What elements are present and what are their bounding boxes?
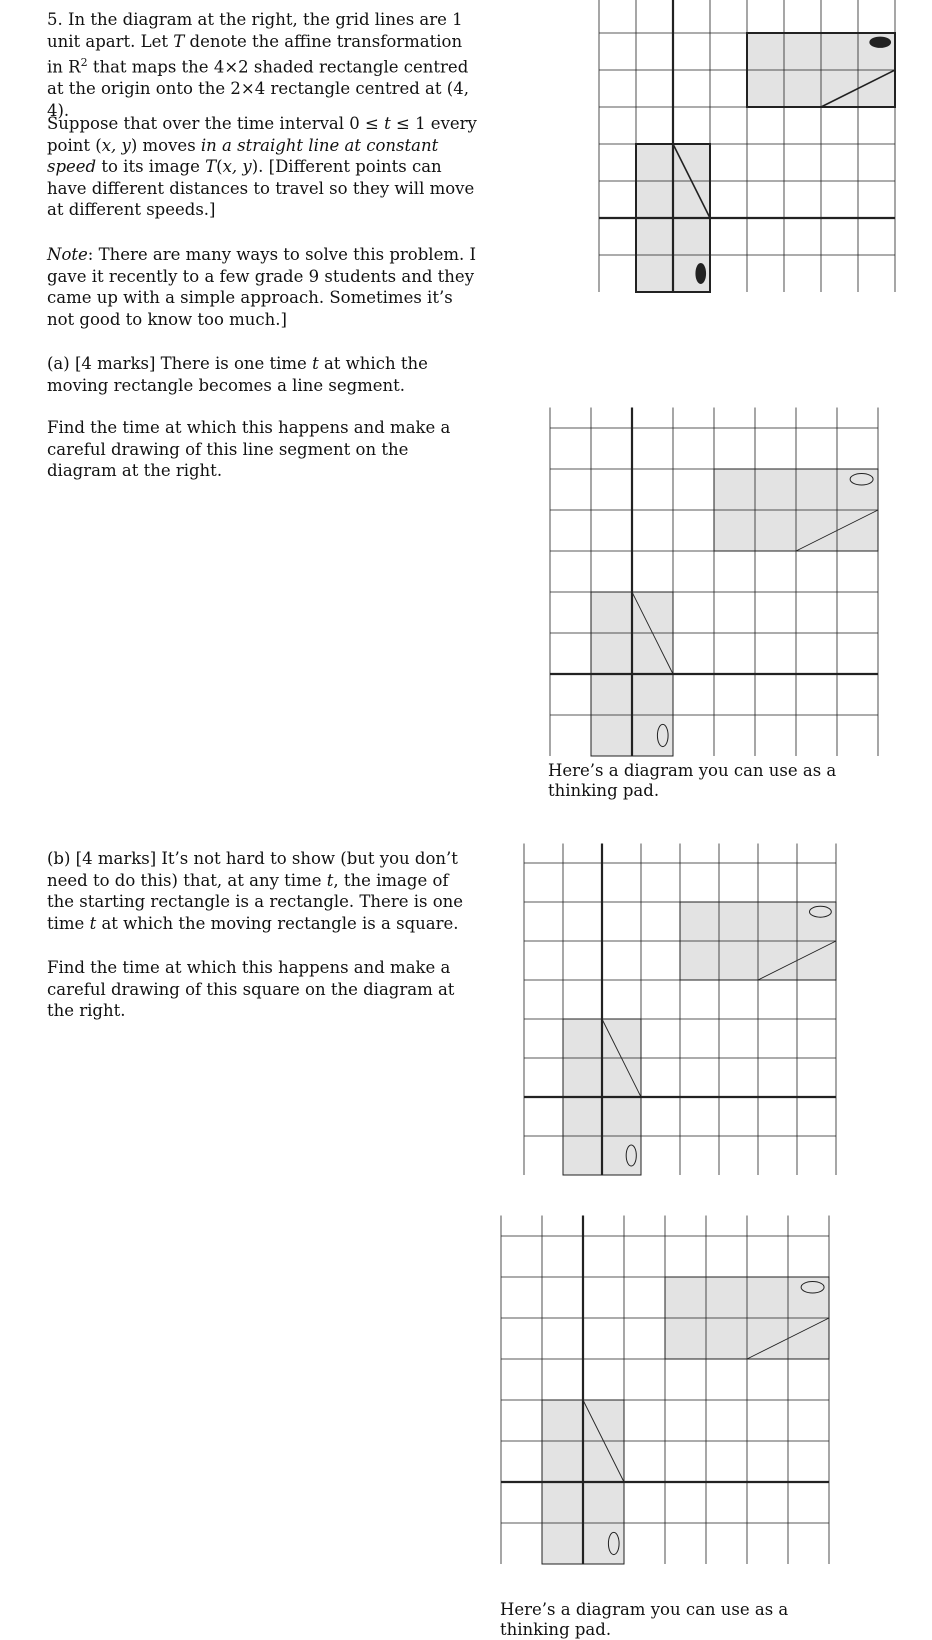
thinking-pad-caption-1: Here’s a diagram you can use as a thinking pad. — [548, 761, 837, 800]
part-a-text-2: at which the moving rectangle becomes a line segment. — [47, 354, 428, 395]
part-b-time-symbol: t — [326, 870, 334, 890]
suppose-text-4: to its image — [96, 157, 206, 176]
part-a-task: Find the time at which this happens and make a careful drawing of this line segment on the diagram at the right. — [47, 418, 451, 480]
point-symbol-2: x, y — [222, 157, 252, 176]
part-b-task: Find the time at which this happens and make a careful drawing of this square on the diagram at the right. — [47, 958, 455, 1020]
note-text: : There are many ways to solve this problem. I gave it recently to a few grade 9 students and they came up with a simple approach. Sometimes it’s not good to know too much.] — [47, 245, 476, 329]
suppose-text-3: ) moves — [130, 135, 201, 155]
part-b-time-symbol-2: t — [89, 913, 97, 933]
part-b-text-3: at which the moving rectangle is a square. — [96, 913, 459, 933]
image-marker-main — [870, 37, 891, 47]
point-symbol: x, y — [101, 135, 131, 155]
time-symbol: t — [384, 114, 391, 133]
thinking-pad-caption-2: Here’s a diagram you can use as a thinking pad. — [500, 1600, 789, 1639]
intro-text-1: In the diagram at the right, the grid lines are 1 unit apart. Let — [47, 10, 463, 51]
suppose-text-1: Suppose that over the time interval 0 ≤ — [47, 114, 385, 133]
suppose-text-2: ≤ 1 every point ( — [47, 114, 477, 155]
suppose-text-6: ). [Different points can have different distances to travel so they will move at different speeds.] — [47, 157, 475, 219]
note-label: Note — [47, 245, 88, 264]
part-b-text-2: , the image of the starting rectangle is a rectangle. There is one time — [47, 870, 464, 933]
part-b-text-1: (b) [4 marks] It’s not hard to show (but you don’t need to do this) that, at any time — [47, 849, 458, 890]
problem-number: 5. — [47, 10, 63, 29]
emphasis: in a straight line at constant speed — [47, 135, 439, 176]
part-a-text-1: (a) [4 marks] There is one time — [47, 354, 313, 373]
superscript: 2 — [80, 56, 88, 69]
intro-text-2: denote the affine transformation in R — [47, 31, 463, 77]
suppose-text-5: ( — [216, 157, 223, 176]
intro-text-3: that maps the 4×2 shaded rectangle centred at the origin onto the 2×4 rectangle centred at (4, 4). — [47, 57, 469, 120]
start-marker-main — [696, 264, 706, 284]
transform-symbol-2: T — [205, 157, 217, 176]
transform-symbol: T — [173, 31, 185, 51]
part-a-time-symbol: t — [312, 354, 319, 373]
